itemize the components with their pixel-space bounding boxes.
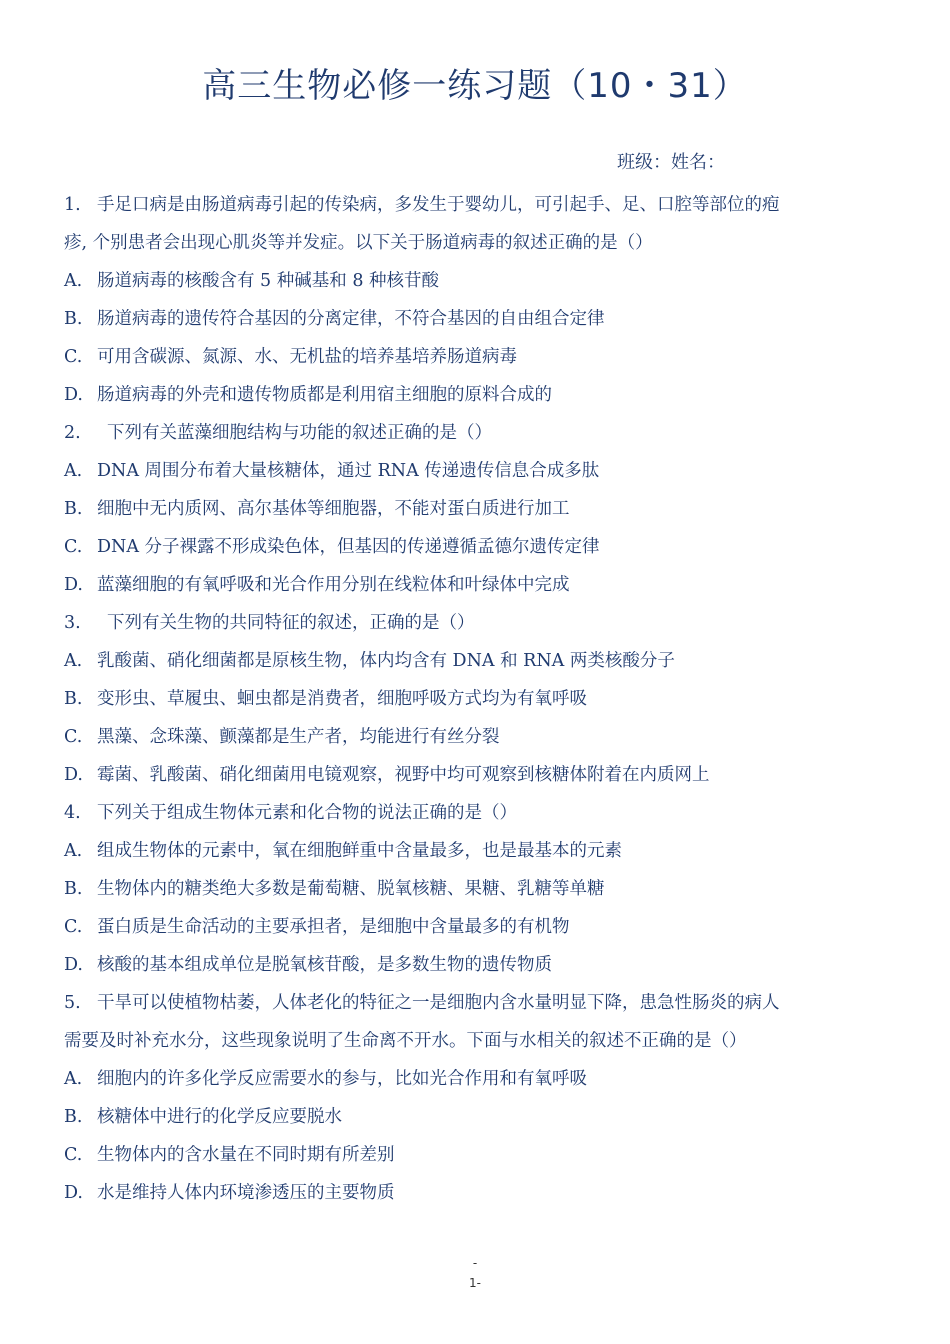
question-1 (64, 186, 872, 414)
option-letter: A. (64, 461, 83, 481)
option-d (64, 376, 872, 414)
question-stem (64, 794, 872, 832)
question-stem (64, 984, 872, 1022)
option-text: 霉菌、乳酸菌、硝化细菌用电镜观察，视野中均可观察到核糖体附着在内质网上 (97, 765, 710, 785)
footer-dash: - (472, 1256, 478, 1270)
option-letter: D. (64, 385, 83, 405)
option-a (64, 1060, 872, 1098)
class-name-label: 班级：姓名： (617, 152, 725, 173)
option-d (64, 756, 872, 794)
option-text: 可用含碳源、氮源、水、无机盐的培养基培养肠道病毒 (97, 347, 517, 367)
option-text: 肠道病毒的核酸含有 5 种碱基和 8 种核苷酸 (97, 271, 440, 291)
question-stem-text: 下列关于组成生物体元素和化合物的说法正确的是（） (97, 803, 517, 823)
page-title: 高三生物必修一练习题（10・31） (202, 66, 748, 106)
option-text: 肠道病毒的外壳和遗传物质都是利用宿主细胞的原料合成的 (97, 385, 552, 405)
page-number: 1- (469, 1276, 481, 1290)
option-text: DNA 分子裸露不形成染色体，但基因的传递遵循孟德尔遗传定律 (97, 537, 600, 557)
option-text: 细胞中无内质网、高尔基体等细胞器，不能对蛋白质进行加工 (97, 499, 570, 519)
option-a (64, 262, 872, 300)
option-text: 水是维持人体内环境渗透压的主要物质 (97, 1183, 395, 1203)
option-text: 核酸的基本组成单位是脱氧核苷酸，是多数生物的遗传物质 (97, 955, 552, 975)
option-letter: B. (64, 879, 83, 899)
question-stem-continued: 疹, 个别患者会出现心肌炎等并发症。以下关于肠道病毒的叙述正确的是（） (64, 233, 653, 253)
question-number: 4. (64, 803, 81, 823)
option-letter: A. (64, 1069, 83, 1089)
option-letter: B. (64, 1107, 83, 1127)
option-d (64, 1174, 872, 1212)
option-letter: A. (64, 841, 83, 861)
option-text: 乳酸菌、硝化细菌都是原核生物，体内均含有 DNA 和 RNA 两类核酸分子 (97, 651, 675, 671)
option-text: 生物体内的含水量在不同时期有所差别 (97, 1145, 395, 1165)
option-letter: A. (64, 271, 83, 291)
question-2 (64, 414, 872, 604)
option-letter: D. (64, 575, 83, 595)
option-letter: B. (64, 309, 83, 329)
question-5 (64, 984, 872, 1212)
option-text: 组成生物体的元素中，氧在细胞鲜重中含量最多，也是最基本的元素 (97, 841, 622, 861)
option-d (64, 946, 872, 984)
option-a (64, 642, 872, 680)
question-stem (64, 186, 872, 224)
question-stem-text: 下列有关生物的共同特征的叙述，正确的是（） (107, 613, 475, 633)
option-b (64, 1098, 872, 1136)
option-c (64, 1136, 872, 1174)
option-text: 蓝藻细胞的有氧呼吸和光合作用分别在线粒体和叶绿体中完成 (97, 575, 570, 595)
question-number: 1. (64, 195, 81, 215)
option-text: 核糖体中进行的化学反应要脱水 (97, 1107, 342, 1127)
option-text: 细胞内的许多化学反应需要水的参与，比如光合作用和有氧呼吸 (97, 1069, 587, 1089)
option-text: 生物体内的糖类绝大多数是葡萄糖、脱氧核糖、果糖、乳糖等单糖 (97, 879, 605, 899)
question-list (64, 186, 872, 1212)
option-c (64, 528, 872, 566)
option-c (64, 718, 872, 756)
question-stem-text: 手足口病是由肠道病毒引起的传染病，多发生于婴幼儿，可引起手、足、口腔等部位的疱 (97, 195, 780, 215)
option-letter: C. (64, 537, 83, 557)
option-letter: D. (64, 955, 83, 975)
question-number: 5. (64, 993, 81, 1013)
question-stem (64, 414, 872, 452)
option-b (64, 680, 872, 718)
question-number: 3. (64, 613, 81, 633)
option-b (64, 490, 872, 528)
question-stem-text: 干旱可以使植物枯萎，人体老化的特征之一是细胞内含水量明显下降，患急性肠炎的病人 (97, 993, 780, 1013)
option-c (64, 908, 872, 946)
option-text: 蛋白质是生命活动的主要承担者，是细胞中含量最多的有机物 (97, 917, 570, 937)
question-3 (64, 604, 872, 794)
option-text: DNA 周围分布着大量核糖体，通过 RNA 传递遗传信息合成多肽 (97, 461, 600, 481)
option-d (64, 566, 872, 604)
option-a (64, 832, 872, 870)
option-letter: D. (64, 765, 83, 785)
option-letter: C. (64, 727, 83, 747)
option-letter: D. (64, 1183, 83, 1203)
option-a (64, 452, 872, 490)
option-letter: B. (64, 499, 83, 519)
option-letter: C. (64, 1145, 83, 1165)
question-4 (64, 794, 872, 984)
option-text: 黑藻、念珠藻、颤藻都是生产者，均能进行有丝分裂 (97, 727, 500, 747)
question-stem (64, 604, 872, 642)
option-letter: C. (64, 917, 83, 937)
question-stem-text: 下列有关蓝藻细胞结构与功能的叙述正确的是（） (107, 423, 492, 443)
option-letter: A. (64, 651, 83, 671)
option-letter: B. (64, 689, 83, 709)
option-b (64, 870, 872, 908)
option-b (64, 300, 872, 338)
question-stem-continued: 需要及时补充水分，这些现象说明了生命离不开水。下面与水相关的叙述不正确的是（） (64, 1031, 747, 1051)
option-text: 变形虫、草履虫、蛔虫都是消费者，细胞呼吸方式均为有氧呼吸 (97, 689, 587, 709)
option-letter: C. (64, 347, 83, 367)
question-number: 2. (64, 423, 81, 443)
option-c (64, 338, 872, 376)
option-text: 肠道病毒的遗传符合基因的分离定律，不符合基因的自由组合定律 (97, 309, 605, 329)
